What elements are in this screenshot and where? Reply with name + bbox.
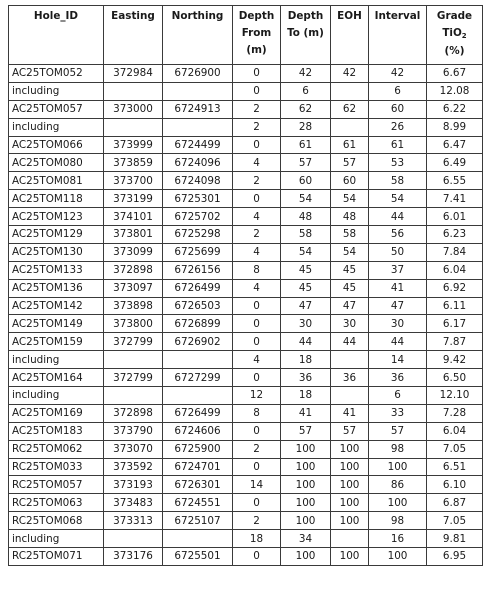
cell-eoh: 54	[331, 243, 369, 261]
cell-depth-to: 62	[281, 100, 331, 118]
cell-easting: 373000	[104, 100, 163, 118]
cell-easting: 373313	[104, 512, 163, 530]
cell-hole-id: including	[9, 351, 104, 369]
cell-interval: 26	[369, 118, 427, 136]
cell-hole-id: AC25TOM136	[9, 279, 104, 297]
cell-hole-id: including	[9, 387, 104, 405]
cell-grade: 9.42	[427, 351, 483, 369]
cell-depth-from: 0	[233, 333, 281, 351]
cell-interval: 86	[369, 476, 427, 494]
cell-hole-id: AC25TOM123	[9, 208, 104, 226]
cell-eoh: 61	[331, 136, 369, 154]
cell-eoh: 47	[331, 297, 369, 315]
cell-eoh: 62	[331, 100, 369, 118]
cell-easting: 373592	[104, 458, 163, 476]
cell-hole-id: AC25TOM164	[9, 369, 104, 387]
cell-easting	[104, 530, 163, 548]
cell-northing: 6724499	[163, 136, 233, 154]
cell-eoh: 100	[331, 440, 369, 458]
table-row	[9, 261, 483, 279]
table-row	[9, 494, 483, 512]
cell-grade: 7.84	[427, 243, 483, 261]
table-row	[9, 65, 483, 83]
cell-northing	[163, 351, 233, 369]
cell-easting: 372799	[104, 333, 163, 351]
cell-depth-from: 14	[233, 476, 281, 494]
cell-hole-id: including	[9, 118, 104, 136]
table-row	[9, 315, 483, 333]
cell-northing: 6727299	[163, 369, 233, 387]
cell-northing: 6726156	[163, 261, 233, 279]
cell-depth-to: 54	[281, 190, 331, 208]
cell-grade: 6.55	[427, 172, 483, 190]
cell-easting: 374101	[104, 208, 163, 226]
cell-northing: 6726301	[163, 476, 233, 494]
cell-grade: 6.87	[427, 494, 483, 512]
cell-grade: 6.92	[427, 279, 483, 297]
cell-depth-to: 100	[281, 440, 331, 458]
cell-interval: 33	[369, 404, 427, 422]
cell-grade: 6.23	[427, 226, 483, 244]
cell-depth-to: 100	[281, 512, 331, 530]
cell-easting: 372984	[104, 65, 163, 83]
cell-depth-to: 28	[281, 118, 331, 136]
cell-interval: 56	[369, 226, 427, 244]
cell-northing: 6726899	[163, 315, 233, 333]
table-row	[9, 136, 483, 154]
table-row	[9, 548, 483, 566]
cell-hole-id: RC25TOM063	[9, 494, 104, 512]
cell-grade: 6.11	[427, 297, 483, 315]
cell-eoh: 100	[331, 548, 369, 566]
table-row	[9, 208, 483, 226]
cell-hole-id: AC25TOM142	[9, 297, 104, 315]
cell-depth-to: 36	[281, 369, 331, 387]
cell-depth-from: 2	[233, 226, 281, 244]
cell-grade: 6.22	[427, 100, 483, 118]
header-depth-from	[233, 6, 281, 65]
cell-depth-from: 2	[233, 440, 281, 458]
cell-northing: 6724551	[163, 494, 233, 512]
cell-depth-from: 8	[233, 404, 281, 422]
cell-northing: 6726499	[163, 279, 233, 297]
cell-hole-id: including	[9, 82, 104, 100]
cell-depth-to: 58	[281, 226, 331, 244]
cell-hole-id: AC25TOM080	[9, 154, 104, 172]
cell-depth-to: 57	[281, 154, 331, 172]
cell-grade: 6.67	[427, 65, 483, 83]
cell-depth-from: 2	[233, 100, 281, 118]
cell-eoh: 48	[331, 208, 369, 226]
drillhole-results-table	[8, 5, 483, 566]
cell-northing: 6724096	[163, 154, 233, 172]
cell-depth-to: 47	[281, 297, 331, 315]
cell-grade: 9.81	[427, 530, 483, 548]
cell-hole-id: including	[9, 530, 104, 548]
cell-interval: 58	[369, 172, 427, 190]
cell-depth-from: 0	[233, 458, 281, 476]
cell-easting: 372898	[104, 261, 163, 279]
cell-grade: 6.04	[427, 261, 483, 279]
cell-depth-to: 6	[281, 82, 331, 100]
header-grade	[427, 6, 483, 65]
cell-interval: 44	[369, 208, 427, 226]
cell-hole-id: AC25TOM183	[9, 422, 104, 440]
cell-depth-to: 100	[281, 548, 331, 566]
cell-eoh: 58	[331, 226, 369, 244]
cell-northing: 6725107	[163, 512, 233, 530]
cell-interval: 30	[369, 315, 427, 333]
table-row	[9, 82, 483, 100]
cell-northing: 6725900	[163, 440, 233, 458]
cell-depth-from: 18	[233, 530, 281, 548]
cell-interval: 16	[369, 530, 427, 548]
table-row	[9, 154, 483, 172]
cell-interval: 57	[369, 422, 427, 440]
cell-interval: 36	[369, 369, 427, 387]
cell-depth-to: 100	[281, 494, 331, 512]
cell-easting: 373483	[104, 494, 163, 512]
header-depth-from-line3: (m)	[246, 44, 267, 56]
cell-eoh: 100	[331, 494, 369, 512]
cell-depth-from: 0	[233, 315, 281, 333]
header-eoh: EOH	[331, 6, 369, 65]
header-grade-tio: TiO	[442, 27, 462, 39]
cell-depth-to: 18	[281, 387, 331, 405]
cell-interval: 98	[369, 440, 427, 458]
cell-easting: 373801	[104, 226, 163, 244]
cell-depth-to: 60	[281, 172, 331, 190]
cell-interval: 6	[369, 387, 427, 405]
cell-depth-from: 2	[233, 172, 281, 190]
cell-hole-id: RC25TOM033	[9, 458, 104, 476]
cell-northing	[163, 118, 233, 136]
cell-grade: 12.10	[427, 387, 483, 405]
cell-grade: 6.04	[427, 422, 483, 440]
cell-easting: 373099	[104, 243, 163, 261]
cell-interval: 37	[369, 261, 427, 279]
cell-eoh: 57	[331, 422, 369, 440]
table-row	[9, 422, 483, 440]
cell-northing: 6726902	[163, 333, 233, 351]
table-header	[9, 6, 483, 65]
cell-depth-to: 100	[281, 458, 331, 476]
cell-depth-from: 8	[233, 261, 281, 279]
table-row	[9, 369, 483, 387]
cell-depth-to: 48	[281, 208, 331, 226]
header-depth-from-line2: From	[241, 27, 272, 39]
cell-northing: 6724913	[163, 100, 233, 118]
cell-grade: 6.95	[427, 548, 483, 566]
cell-interval: 50	[369, 243, 427, 261]
cell-eoh: 60	[331, 172, 369, 190]
cell-easting: 373070	[104, 440, 163, 458]
cell-interval: 14	[369, 351, 427, 369]
cell-depth-from: 0	[233, 494, 281, 512]
cell-grade: 6.50	[427, 369, 483, 387]
cell-depth-from: 0	[233, 548, 281, 566]
cell-eoh: 42	[331, 65, 369, 83]
cell-easting	[104, 351, 163, 369]
header-interval: Interval	[369, 6, 427, 65]
cell-interval: 60	[369, 100, 427, 118]
cell-eoh: 100	[331, 476, 369, 494]
cell-depth-to: 42	[281, 65, 331, 83]
cell-depth-from: 0	[233, 190, 281, 208]
cell-hole-id: AC25TOM159	[9, 333, 104, 351]
cell-depth-to: 45	[281, 279, 331, 297]
cell-depth-to: 57	[281, 422, 331, 440]
cell-interval: 47	[369, 297, 427, 315]
cell-easting: 372898	[104, 404, 163, 422]
cell-northing	[163, 530, 233, 548]
cell-northing: 6726900	[163, 65, 233, 83]
cell-grade: 7.87	[427, 333, 483, 351]
cell-depth-from: 0	[233, 82, 281, 100]
cell-easting: 372799	[104, 369, 163, 387]
cell-eoh: 44	[331, 333, 369, 351]
cell-eoh: 57	[331, 154, 369, 172]
cell-depth-from: 0	[233, 369, 281, 387]
cell-northing: 6725298	[163, 226, 233, 244]
header-grade-subscript: 2	[461, 32, 467, 40]
cell-hole-id: AC25TOM081	[9, 172, 104, 190]
header-grade-line3: (%)	[444, 45, 465, 57]
cell-easting: 373199	[104, 190, 163, 208]
cell-depth-to: 41	[281, 404, 331, 422]
table-row	[9, 458, 483, 476]
cell-easting: 373193	[104, 476, 163, 494]
cell-depth-from: 4	[233, 279, 281, 297]
cell-easting	[104, 118, 163, 136]
cell-depth-to: 61	[281, 136, 331, 154]
table-row	[9, 297, 483, 315]
drillhole-results-table-wrapper	[8, 5, 483, 566]
cell-hole-id: AC25TOM129	[9, 226, 104, 244]
cell-depth-to: 30	[281, 315, 331, 333]
table-row	[9, 118, 483, 136]
cell-interval: 98	[369, 512, 427, 530]
cell-interval: 42	[369, 65, 427, 83]
cell-grade: 6.01	[427, 208, 483, 226]
cell-easting: 373898	[104, 297, 163, 315]
cell-northing: 6724606	[163, 422, 233, 440]
table-row	[9, 100, 483, 118]
cell-hole-id: AC25TOM130	[9, 243, 104, 261]
cell-depth-from: 4	[233, 208, 281, 226]
cell-grade: 6.17	[427, 315, 483, 333]
cell-eoh	[331, 387, 369, 405]
cell-eoh: 45	[331, 279, 369, 297]
cell-depth-from: 0	[233, 136, 281, 154]
cell-interval: 6	[369, 82, 427, 100]
header-depth-to-line1: Depth	[287, 10, 324, 22]
cell-hole-id: AC25TOM066	[9, 136, 104, 154]
cell-grade: 7.05	[427, 440, 483, 458]
cell-northing: 6725702	[163, 208, 233, 226]
cell-eoh: 100	[331, 458, 369, 476]
cell-easting: 373097	[104, 279, 163, 297]
cell-eoh: 36	[331, 369, 369, 387]
cell-easting: 373800	[104, 315, 163, 333]
cell-depth-from: 2	[233, 118, 281, 136]
cell-easting: 373999	[104, 136, 163, 154]
cell-easting	[104, 82, 163, 100]
cell-hole-id: AC25TOM133	[9, 261, 104, 279]
cell-grade: 6.10	[427, 476, 483, 494]
table-row	[9, 279, 483, 297]
cell-northing: 6726503	[163, 297, 233, 315]
table-row	[9, 226, 483, 244]
cell-easting	[104, 387, 163, 405]
cell-eoh: 41	[331, 404, 369, 422]
header-grade-line2	[430, 25, 479, 43]
cell-depth-to: 44	[281, 333, 331, 351]
table-row	[9, 387, 483, 405]
cell-depth-from: 4	[233, 243, 281, 261]
table-row	[9, 190, 483, 208]
table-row	[9, 243, 483, 261]
header-grade-line1: Grade	[436, 10, 473, 22]
cell-hole-id: RC25TOM057	[9, 476, 104, 494]
table-row	[9, 404, 483, 422]
cell-northing: 6726499	[163, 404, 233, 422]
cell-depth-from: 0	[233, 65, 281, 83]
table-row	[9, 476, 483, 494]
cell-depth-from: 2	[233, 512, 281, 530]
cell-easting: 373859	[104, 154, 163, 172]
header-depth-from-line1: Depth	[238, 10, 275, 22]
cell-grade: 6.49	[427, 154, 483, 172]
header-easting: Easting	[104, 6, 163, 65]
cell-hole-id: RC25TOM071	[9, 548, 104, 566]
cell-interval: 100	[369, 494, 427, 512]
cell-northing	[163, 387, 233, 405]
table-row	[9, 440, 483, 458]
cell-hole-id: AC25TOM149	[9, 315, 104, 333]
table-row	[9, 351, 483, 369]
cell-interval: 53	[369, 154, 427, 172]
cell-easting: 373176	[104, 548, 163, 566]
cell-easting: 373700	[104, 172, 163, 190]
cell-grade: 12.08	[427, 82, 483, 100]
cell-eoh: 54	[331, 190, 369, 208]
cell-eoh	[331, 118, 369, 136]
cell-depth-from: 4	[233, 351, 281, 369]
cell-northing: 6725699	[163, 243, 233, 261]
cell-hole-id: RC25TOM068	[9, 512, 104, 530]
cell-eoh: 100	[331, 512, 369, 530]
cell-hole-id: AC25TOM057	[9, 100, 104, 118]
cell-grade: 7.05	[427, 512, 483, 530]
cell-depth-to: 18	[281, 351, 331, 369]
cell-grade: 6.51	[427, 458, 483, 476]
cell-northing: 6725301	[163, 190, 233, 208]
cell-northing: 6724701	[163, 458, 233, 476]
cell-eoh	[331, 530, 369, 548]
cell-eoh: 45	[331, 261, 369, 279]
cell-depth-to: 45	[281, 261, 331, 279]
cell-depth-to: 100	[281, 476, 331, 494]
table-row	[9, 530, 483, 548]
table-row	[9, 512, 483, 530]
cell-depth-from: 0	[233, 422, 281, 440]
header-hole-id: Hole_ID	[9, 6, 104, 65]
cell-hole-id: AC25TOM052	[9, 65, 104, 83]
cell-grade: 7.41	[427, 190, 483, 208]
table-row	[9, 172, 483, 190]
header-northing: Northing	[163, 6, 233, 65]
cell-depth-to: 54	[281, 243, 331, 261]
cell-grade: 8.99	[427, 118, 483, 136]
cell-interval: 100	[369, 548, 427, 566]
cell-interval: 41	[369, 279, 427, 297]
cell-hole-id: AC25TOM118	[9, 190, 104, 208]
cell-northing: 6725501	[163, 548, 233, 566]
table-row	[9, 333, 483, 351]
cell-interval: 61	[369, 136, 427, 154]
cell-depth-from: 0	[233, 297, 281, 315]
cell-eoh	[331, 82, 369, 100]
cell-grade: 7.28	[427, 404, 483, 422]
header-depth-to	[281, 6, 331, 65]
cell-depth-from: 12	[233, 387, 281, 405]
cell-grade: 6.47	[427, 136, 483, 154]
cell-depth-from: 4	[233, 154, 281, 172]
cell-eoh: 30	[331, 315, 369, 333]
cell-easting: 373790	[104, 422, 163, 440]
cell-interval: 44	[369, 333, 427, 351]
cell-northing: 6724098	[163, 172, 233, 190]
cell-interval: 100	[369, 458, 427, 476]
cell-hole-id: RC25TOM062	[9, 440, 104, 458]
header-row	[9, 6, 483, 65]
cell-eoh	[331, 351, 369, 369]
cell-depth-to: 34	[281, 530, 331, 548]
cell-northing	[163, 82, 233, 100]
table-body	[9, 65, 483, 566]
cell-hole-id: AC25TOM169	[9, 404, 104, 422]
cell-interval: 54	[369, 190, 427, 208]
header-depth-to-line2: To (m)	[287, 27, 324, 39]
